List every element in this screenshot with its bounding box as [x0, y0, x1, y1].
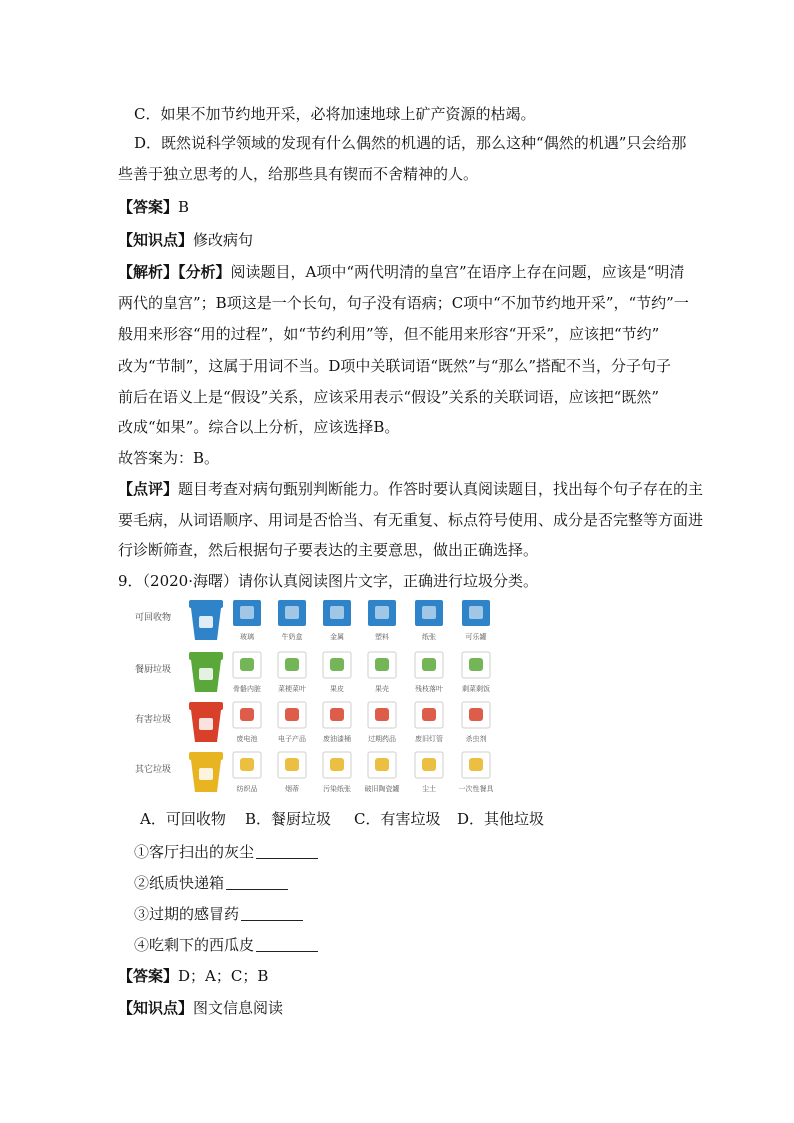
item-icon [415, 752, 443, 778]
sub-question-1-text: ①客厅扫出的灰尘 [134, 843, 255, 861]
sub-question-1 [134, 842, 318, 862]
item-label: 菜梗菜叶 [278, 685, 306, 693]
item-icon [415, 702, 443, 728]
answer-blank-1[interactable] [256, 844, 318, 859]
analysis-line2: 两代的皇宫”；B项这是一个长句，句子没有语病；C项中“不加节约地开采”，“节约”一 [118, 294, 689, 312]
q9-knowledge-value: 图文信息阅读 [193, 999, 284, 1017]
question9-stem: 9．（2020·海曙）请你认真阅读图片文字，正确进行垃圾分类。 [118, 572, 538, 590]
option-d-line1: D．既然说科学领域的发现有什么偶然的机遇的话，那么这种“偶然的机遇”只会给那 [134, 134, 687, 152]
sub-question-4 [134, 935, 318, 955]
item-label: 废电池 [236, 735, 258, 743]
knowledge-value: 修改病句 [193, 231, 254, 249]
q9-answer [118, 966, 268, 986]
option-d-9: D．其他垃圾 [457, 810, 545, 828]
option-a: A．可回收物 [140, 810, 226, 828]
item-label: 污染纸张 [323, 785, 351, 793]
analysis-text1: 阅读题目，A项中“两代明清的皇宫”在语序上存在问题，应该是“明清 [230, 263, 685, 281]
answer-blank-4[interactable] [256, 937, 318, 952]
item-icon [278, 752, 306, 778]
comment-line3: 行诊断筛查，然后根据句子要表达的主要意思，做出正确选择。 [118, 541, 539, 559]
prev-answer [118, 197, 189, 217]
figure-background [133, 594, 509, 800]
analysis-line1 [118, 262, 684, 282]
item-icon [278, 652, 306, 678]
prev-knowledge [118, 230, 253, 250]
item-icon [278, 600, 306, 626]
item-icon [415, 652, 443, 678]
item-icon [278, 702, 306, 728]
item-label: 废油漆桶 [323, 735, 351, 743]
sub-question-3-text: ③过期的感冒药 [134, 905, 240, 923]
q9-knowledge-label: 【知识点】 [118, 999, 194, 1017]
option-c-9: C．有害垃圾 [354, 810, 441, 828]
item-label: 纸张 [422, 633, 436, 641]
item-icon [323, 652, 351, 678]
answer-blank-3[interactable] [241, 906, 303, 921]
analysis-label: 【解析】【分析】 [118, 263, 231, 281]
item-icon [462, 652, 490, 678]
sub-question-4-text: ④吃剩下的西瓜皮 [134, 936, 255, 954]
option-d-line2: 些善于独立思考的人，给那些具有锲而不舍精神的人。 [118, 165, 479, 183]
item-label: 果壳 [375, 685, 389, 693]
item-label: 玻璃 [240, 633, 254, 641]
garbage-sorting-figure [133, 594, 509, 800]
item-label: 废旧灯管 [415, 735, 443, 743]
sub-question-3 [134, 904, 303, 924]
item-icon [368, 600, 396, 626]
option-c: C．如果不加节约地开采，必将加速地球上矿产资源的枯竭。 [134, 105, 536, 123]
item-label: 果皮 [330, 685, 344, 693]
analysis-line5: 前后在语义上是“假设”关系，应该采用表示“假设”关系的关联词语，应该把“既然” [118, 388, 660, 406]
item-icon [462, 752, 490, 778]
item-icon [368, 752, 396, 778]
item-icon [233, 652, 261, 678]
item-icon [233, 600, 261, 626]
analysis-line6: 改成“如果”。综合以上分析，应该选择B。 [118, 418, 400, 436]
item-label: 一次性餐具 [458, 785, 494, 793]
final-answer: 故答案为：B。 [118, 449, 220, 467]
category-label: 餐厨垃圾 [135, 665, 172, 675]
category-label: 可回收物 [135, 613, 172, 623]
option-b: B．餐厨垃圾 [245, 810, 332, 828]
comment-label: 【点评】 [118, 480, 179, 498]
item-icon [462, 702, 490, 728]
item-label: 烟蒂 [285, 785, 299, 793]
item-label: 电子产品 [278, 735, 306, 743]
item-label: 破旧陶瓷罐 [364, 785, 400, 793]
item-icon [323, 702, 351, 728]
comment-line2: 要毛病，从词语顺序、用词是否恰当、有无重复、标点符号使用、成分是否完整等方面进 [118, 511, 704, 529]
item-label: 纺织品 [236, 785, 258, 793]
item-icon [233, 752, 261, 778]
sub-question-2-text: ②纸质快递箱 [134, 874, 225, 892]
answer-blank-2[interactable] [226, 875, 288, 890]
sub-question-2 [134, 873, 288, 893]
item-icon [462, 600, 490, 626]
analysis-line4: 改为“节制”，这属于用词不当。D项中关联词语“既然”与“那么”搭配不当，分子句子 [118, 357, 672, 375]
item-icon [323, 752, 351, 778]
comment-text1: 题目考查对病句甄别判断能力。作答时要认真阅读题目，找出每个句子存在的主 [178, 480, 704, 498]
q9-answer-value: D；A；C；B [178, 967, 269, 985]
q9-knowledge [118, 998, 283, 1018]
item-icon [368, 702, 396, 728]
analysis-line3: 般用来形容“用的过程”，如“节约利用”等，但不能用来形容“开采”，应该把“节约” [118, 325, 660, 343]
item-icon [233, 702, 261, 728]
item-label: 尘土 [422, 785, 436, 793]
item-label: 骨骼内脏 [233, 685, 261, 693]
answer-label: 【答案】 [118, 198, 179, 216]
comment-line1 [118, 479, 703, 499]
item-label: 塑料 [375, 633, 389, 641]
item-label: 可乐罐 [465, 633, 487, 641]
item-icon [415, 600, 443, 626]
item-icon [368, 652, 396, 678]
category-label: 其它垃圾 [135, 765, 172, 775]
category-label: 有害垃圾 [135, 715, 172, 725]
answer-value: B [178, 198, 190, 216]
q9-answer-label: 【答案】 [118, 967, 179, 985]
item-label: 残枝落叶 [415, 685, 443, 693]
item-label: 金属 [330, 633, 344, 641]
item-label: 过期药品 [368, 735, 396, 743]
item-label: 牛奶盒 [281, 633, 303, 641]
item-label: 剩菜剩饭 [462, 685, 490, 693]
item-label: 杀虫剂 [465, 735, 487, 743]
knowledge-label: 【知识点】 [118, 231, 194, 249]
item-icon [323, 600, 351, 626]
